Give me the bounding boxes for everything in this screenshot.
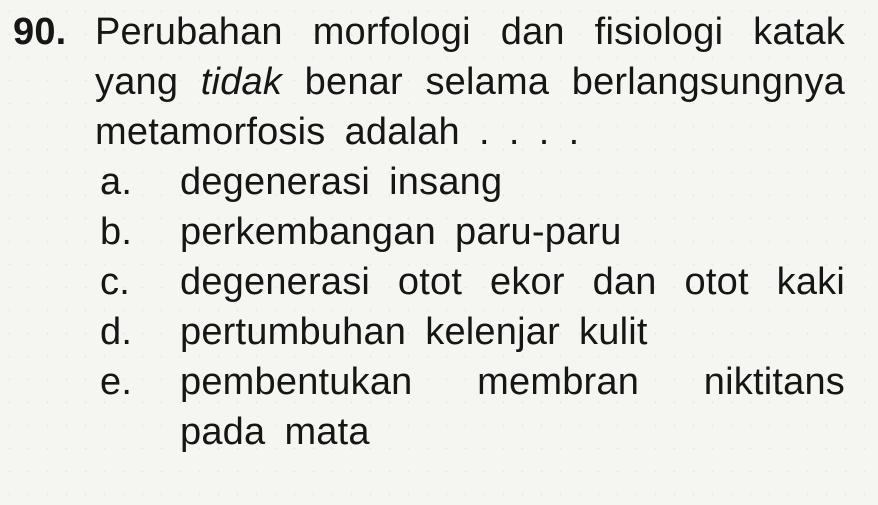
- question-number: 90.: [13, 11, 67, 53]
- question-text: [95, 7, 845, 157]
- option-text: [180, 157, 845, 207]
- question-line-text: Perubahan morfologi dan fisiologi katak: [95, 11, 845, 53]
- question-line-text: yang: [95, 61, 201, 103]
- option-text: [180, 307, 845, 357]
- option-line: perkembangan paru-paru: [180, 211, 622, 253]
- question-block: [0, 7, 878, 157]
- question-line: [95, 57, 845, 107]
- emphasized-word: tidak: [200, 61, 283, 103]
- option-line: pada mata: [180, 411, 370, 453]
- option-line: pertumbuhan kelenjar kulit: [180, 311, 648, 353]
- option-row: [100, 157, 878, 207]
- option-letter: b.: [100, 211, 133, 253]
- option-letter: c.: [100, 261, 130, 303]
- option-text: [180, 207, 845, 257]
- option-letter: e.: [100, 361, 133, 403]
- options-list: [100, 157, 878, 457]
- question-line: [95, 7, 845, 57]
- question-line-text: metamorfosis adalah . . . .: [95, 111, 580, 153]
- option-row: [100, 307, 878, 357]
- option-row: [100, 207, 878, 257]
- option-text: [180, 257, 845, 307]
- option-line: degenerasi otot ekor dan otot kaki: [180, 261, 845, 303]
- question-line-text: benar selama berlangsungnya: [282, 61, 845, 103]
- option-row: [100, 357, 878, 457]
- option-letter: a.: [100, 161, 133, 203]
- option-text: [180, 357, 845, 457]
- option-row: [100, 257, 878, 307]
- option-line: degenerasi insang: [180, 161, 503, 203]
- option-letter: d.: [100, 311, 133, 353]
- question-line: [95, 107, 845, 157]
- option-line: pembentukan membran niktitans: [180, 361, 845, 403]
